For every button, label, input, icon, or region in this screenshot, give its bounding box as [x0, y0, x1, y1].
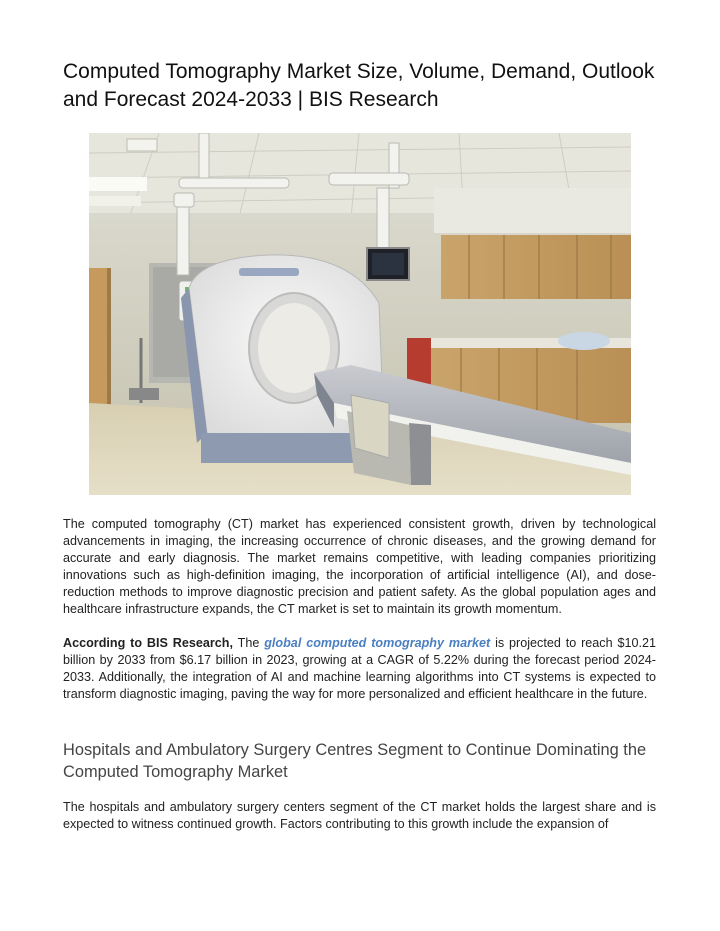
ct-scanner-photo	[89, 133, 631, 495]
segment-paragraph: The hospitals and ambulatory surgery centers segment of the CT market holds the largest share and is expected to witness continued growth. Factors contributing to this growth include the expansion of	[63, 800, 656, 831]
source-lead: According to BIS Research,	[63, 636, 233, 650]
page-title: Computed Tomography Market Size, Volume, Demand, Outlook and Forecast 2024-2033 | BIS Research	[63, 60, 655, 111]
pre-link-text: The	[233, 636, 265, 650]
forecast-paragraph	[63, 635, 656, 703]
intro-paragraph: The computed tomography (CT) market has experienced consistent growth, driven by technological advancements in imaging, the increasing occurrence of chronic diseases, and the growing demand for accurate and early diagnosis. The market remains competitive, with leading companies prioritizing innovations such as high-definition imaging, the incorporation of artificial intelligence (AI), and dose-reduction methods to improve diagnostic precision and patient safety. As the global population ages and healthcare infrastructure expands, the CT market is set to maintain its growth momentum.	[63, 517, 656, 616]
forecast-text: is projected to reach $10.21 billion by 2033 from $6.17 billion in 2023, growing at a CAGR of 5.22% during the forecast period 2024-2033. Additionally, the integration of AI and machine learning algorithms into CT systems is expected to transform diagnostic imaging, paving the way for more personalized and efficient healthcare in the future.	[63, 636, 656, 701]
market-report-link[interactable]: global computed tomography market	[264, 636, 491, 650]
section-heading: Hospitals and Ambulatory Surgery Centres Segment to Continue Dominating the Computed Tomography Market	[63, 741, 647, 781]
